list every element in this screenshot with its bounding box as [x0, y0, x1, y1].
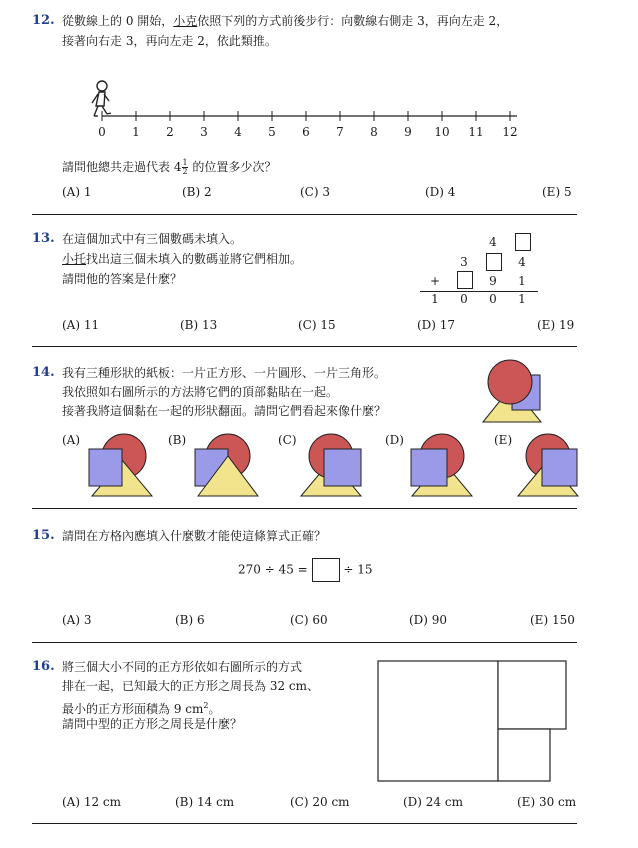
q12-line2: 接著向右走 3，再向左走 2，依此類推。	[62, 34, 277, 48]
q12-option-c[interactable]: (C) 3	[300, 185, 330, 199]
tick-label: 8	[370, 125, 378, 139]
q13-option-b[interactable]: (B) 13	[180, 318, 218, 332]
tick-label: 4	[234, 125, 242, 139]
q12-fraction	[182, 159, 187, 176]
q13-line1: 在這個加式中有三個數碼未填入。	[62, 232, 243, 246]
superscript-2: 2	[203, 701, 209, 710]
q14-option-b-figure[interactable]	[188, 432, 268, 498]
q15-option-b[interactable]: (B) 6	[175, 613, 205, 627]
q14-option-b-label[interactable]: (B)	[168, 433, 187, 447]
q14-number: 14.	[32, 365, 55, 380]
addend3-tens: 9	[489, 274, 497, 288]
equation-right: ÷ 15	[343, 562, 373, 577]
medium-square	[498, 661, 566, 729]
q12-line1-a: 從數線上的 0 開始，	[62, 14, 174, 28]
q12-option-e[interactable]: (E) 5	[542, 185, 572, 199]
q13-option-c[interactable]: (C) 15	[298, 318, 336, 332]
tick-label: 9	[404, 125, 412, 139]
small-square	[498, 729, 550, 781]
circle-shape	[488, 360, 532, 404]
q15-line1: 請問在方格內應填入什麼數才能使這條算式正確？	[62, 529, 327, 543]
tick-label: 0	[98, 125, 106, 139]
q13-name: 小托	[62, 252, 87, 266]
q13-line3: 請問他的答案是什麼？	[62, 272, 183, 286]
q15-option-d[interactable]: (D) 90	[409, 613, 448, 627]
q12-option-b[interactable]: (B) 2	[182, 185, 212, 199]
q14-option-c-label[interactable]: (C)	[278, 433, 297, 447]
addend2-units: 4	[518, 255, 526, 269]
q14-option-e-label[interactable]: (E)	[494, 433, 513, 447]
divider	[32, 642, 577, 643]
sum-digit-2: 0	[460, 292, 468, 306]
divider	[32, 214, 577, 215]
q12-number-line	[80, 76, 530, 142]
square-shape	[411, 449, 447, 486]
q14-option-a-figure[interactable]	[84, 432, 164, 498]
q16-line4: 請問中型的正方形之周長是什麼？	[62, 717, 243, 731]
walking-person-icon	[92, 81, 111, 116]
q12-question-b: 的位置多少次？	[188, 160, 277, 174]
q16-line3-a: 最小的正方形面積為 9 cm	[62, 702, 204, 716]
divider	[32, 508, 577, 509]
q15-number: 15.	[32, 528, 55, 543]
q16-squares-figure	[376, 659, 570, 784]
addend3-blank-box[interactable]	[457, 271, 473, 289]
square-shape	[324, 449, 361, 486]
addend2-blank-box[interactable]	[486, 253, 502, 271]
tick-label: 5	[268, 125, 276, 139]
square-shape	[542, 449, 577, 486]
equation-left: 270 ÷ 45 =	[238, 562, 308, 577]
plus-sign: +	[429, 274, 441, 288]
q12-line1	[62, 12, 508, 31]
q12-option-a[interactable]: (A) 1	[62, 185, 92, 199]
q15-option-a[interactable]: (A) 3	[62, 613, 92, 627]
tick-label: 12	[502, 125, 518, 139]
q14-option-e-figure[interactable]	[512, 432, 592, 498]
large-square	[378, 661, 498, 781]
q12-question-a: 請問他總共走過代表 4	[62, 160, 182, 174]
q13-line2	[62, 250, 302, 269]
divider	[32, 823, 577, 824]
tick-label: 1	[132, 125, 140, 139]
q13-option-e[interactable]: (E) 19	[537, 318, 575, 332]
q14-line2: 我依照如右圖所示的方法將它們的頂部黏貼在一起。	[62, 385, 339, 399]
q14-line1: 我有三種形狀的紙板：一片正方形、一片圓形、一片三角形。	[62, 366, 387, 380]
addend2-hundreds: 3	[460, 255, 468, 269]
q14-option-d-label[interactable]: (D)	[385, 433, 404, 447]
q14-line3: 接著我將這個黏在一起的形狀翻面。請問它們看起來像什麼？	[62, 404, 387, 418]
q14-option-a-label[interactable]: (A)	[62, 433, 81, 447]
q15-equation	[238, 558, 373, 582]
answer-blank-box[interactable]	[312, 558, 340, 582]
q16-number: 16.	[32, 659, 55, 674]
addend1-blank-box[interactable]	[515, 233, 531, 251]
q16-line2: 排在一起，已知最大的正方形之周長為 32 cm、	[62, 679, 319, 693]
q15-option-c[interactable]: (C) 60	[290, 613, 328, 627]
q16-line1: 將三個大小不同的正方形依如右圖所示的方式	[62, 660, 303, 674]
sum-digit-3: 0	[489, 292, 497, 306]
q12-name: 小克	[173, 14, 198, 28]
q13-option-d[interactable]: (D) 17	[417, 318, 456, 332]
addend1-tens: 4	[489, 235, 497, 249]
tick-label: 3	[200, 125, 208, 139]
q12-option-d[interactable]: (D) 4	[425, 185, 456, 199]
q12-question	[62, 158, 276, 177]
q12-line1-b: 依照下列的方式前後步行：向數線右側走 3，再向左走 2，	[197, 14, 509, 28]
q13-line2-b: 找出這三個未填入的數碼並將它們相加。	[86, 252, 303, 266]
fraction-numerator: 1	[182, 158, 188, 167]
fraction-denominator: 2	[182, 167, 188, 176]
q16-option-e[interactable]: (E) 30 cm	[517, 795, 577, 809]
square-shape	[89, 449, 122, 486]
q15-option-e[interactable]: (E) 150	[530, 613, 575, 627]
q14-option-c-figure[interactable]	[296, 432, 376, 498]
tick-label: 10	[434, 125, 450, 139]
q13-addition	[420, 230, 540, 310]
number-line-ticks	[98, 111, 517, 139]
tick-label: 2	[166, 125, 174, 139]
q13-number: 13.	[32, 231, 55, 246]
q13-option-a[interactable]: (A) 11	[62, 318, 100, 332]
sum-digit-1: 1	[431, 292, 439, 306]
q12-number: 12.	[32, 13, 55, 28]
q16-option-a[interactable]: (A) 12 cm	[62, 795, 122, 809]
tick-label: 11	[468, 125, 484, 139]
addend3-units: 1	[518, 274, 526, 288]
q14-reference-figure	[480, 358, 546, 424]
sum-digit-4: 1	[518, 292, 526, 306]
q16-option-b[interactable]: (B) 14 cm	[175, 795, 235, 809]
q16-option-c[interactable]: (C) 20 cm	[290, 795, 350, 809]
tick-label: 6	[302, 125, 310, 139]
q14-option-d-figure[interactable]	[404, 432, 484, 498]
q16-option-d[interactable]: (D) 24 cm	[403, 795, 463, 809]
q16-line3-b: 。	[208, 702, 221, 716]
tick-label: 7	[336, 125, 344, 139]
divider	[32, 346, 577, 347]
